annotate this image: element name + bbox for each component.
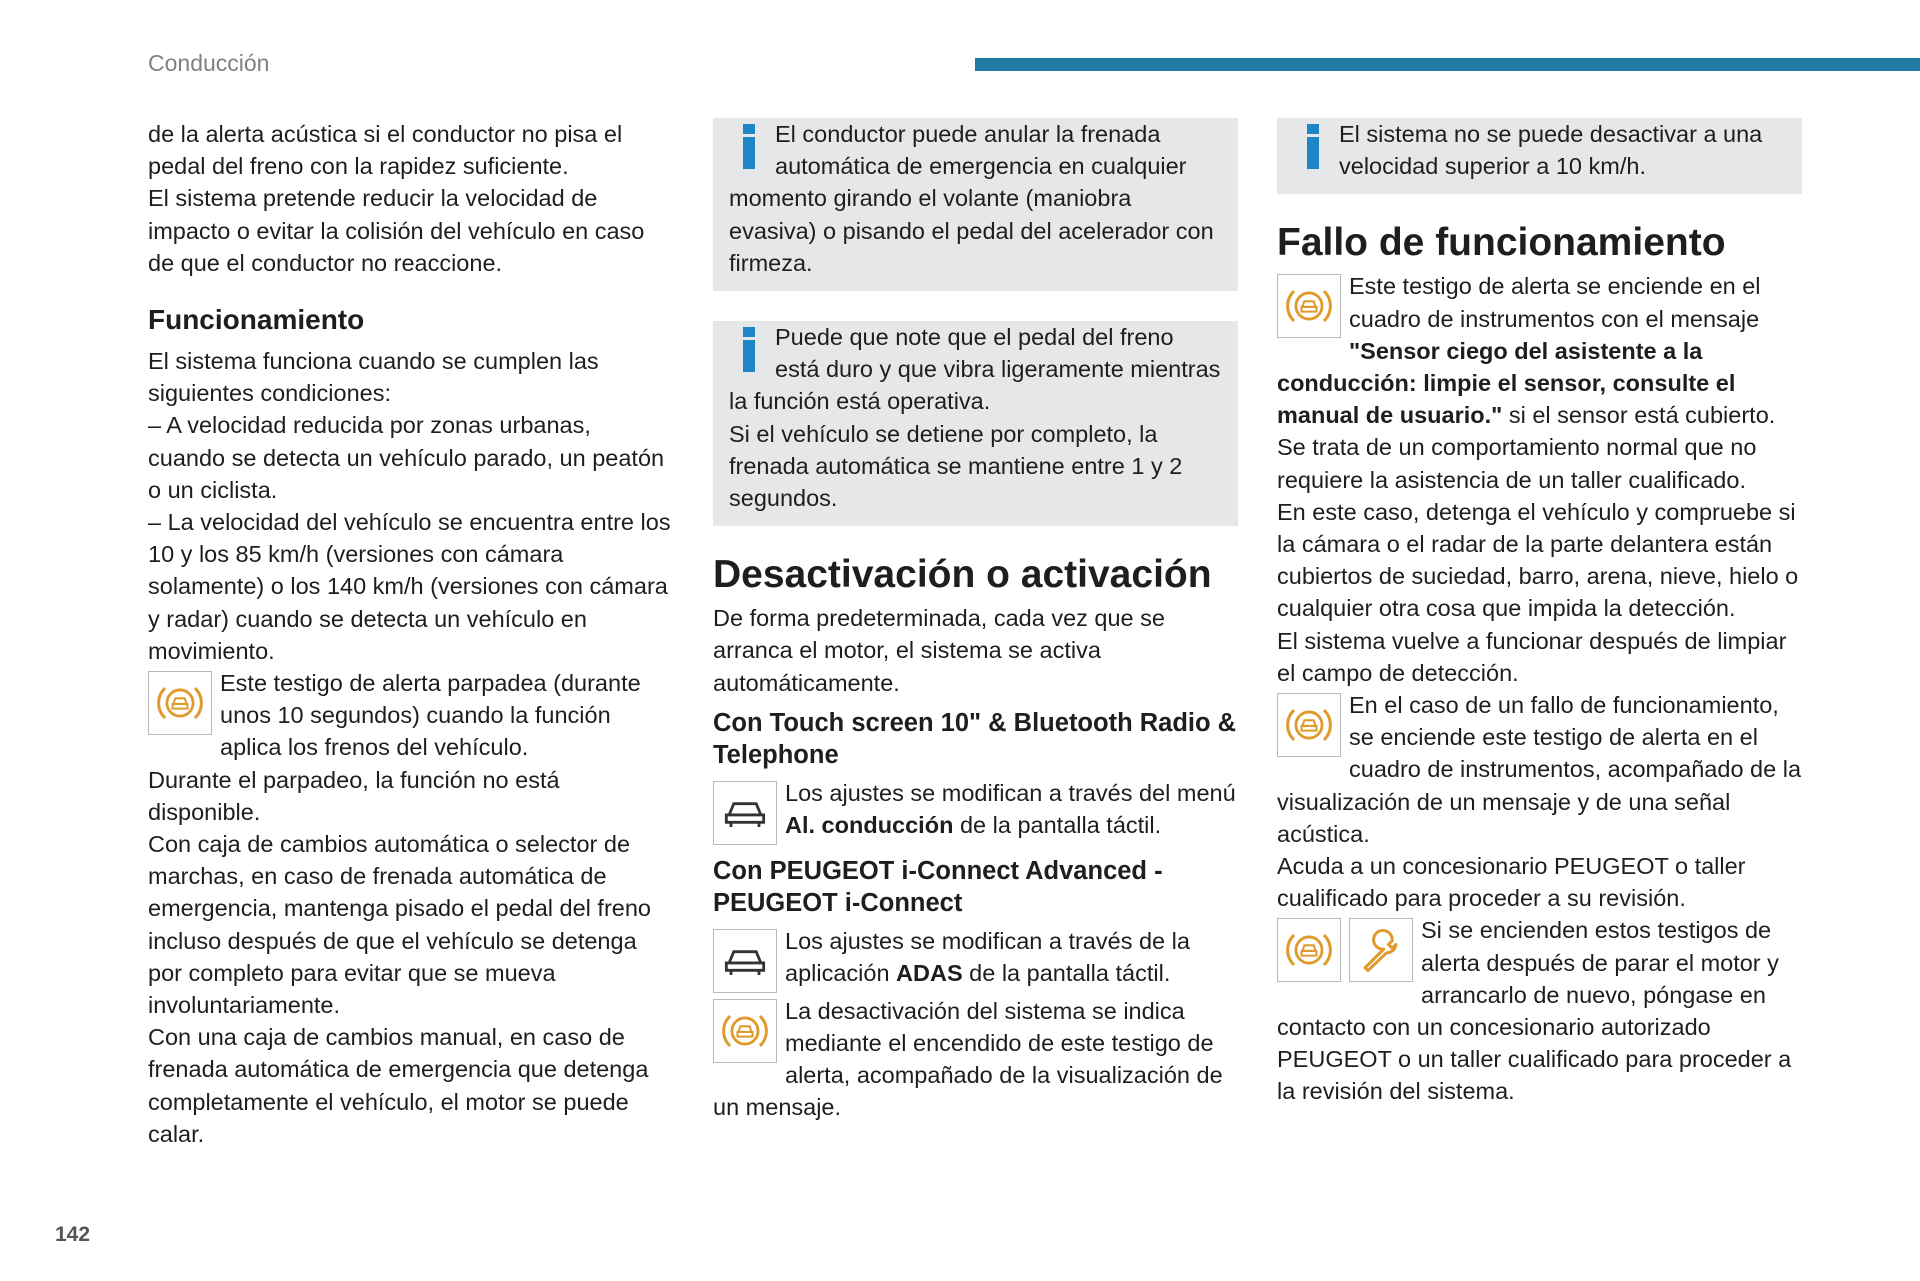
- dealer-text: Acuda a un concesionario PEUGEOT o taller cualificado para proceder a su revisión.: [1277, 853, 1746, 912]
- info-icon: [739, 124, 759, 168]
- active-safety-brake-warning-icon: [1277, 693, 1341, 757]
- active-safety-brake-warning-icon: [1277, 918, 1341, 982]
- column-1: [148, 118, 673, 1150]
- info-icon: [739, 327, 759, 371]
- active-safety-brake-warning-icon: [713, 999, 777, 1063]
- touch-text-post: de la pantalla táctil.: [953, 812, 1162, 839]
- info-note-text: Puede que note que el pedal del freno está duro y que vibra ligeramente mientras la función está operativa.: [729, 324, 1221, 415]
- default-text: De forma predeterminada, cada vez que se arranca el motor, el sistema se activa automáticamente.: [713, 605, 1165, 696]
- restart-text: Si se encienden estos testigos de alerta después de parar el motor y arrancarlo de nuevo, póngase en contacto con un concesionario autorizado PEUGEOT o un taller cualificado para proceder a la revisión del sistema.: [1277, 917, 1792, 1105]
- warning-lamp-item: [148, 667, 673, 764]
- intro-paragraph: de la alerta acústica si el conductor no pisa el pedal del freno con la rapidez suficiente.: [148, 121, 623, 180]
- info-note: [713, 321, 1238, 526]
- info-note: [1277, 118, 1802, 194]
- body-paragraph: Durante el parpadeo, la función no está disponible.: [148, 766, 560, 825]
- header-accent-bar: [975, 58, 1920, 71]
- lamp-text-post: si el sensor está cubierto.: [1502, 402, 1776, 429]
- info-note-text: El sistema no se puede desactivar a una velocidad superior a 10 km/h.: [1339, 121, 1763, 180]
- connect-text-post: de la pantalla táctil.: [962, 960, 1171, 987]
- settings-item: [713, 925, 1238, 995]
- page-number: 142: [55, 1223, 91, 1246]
- body-paragraph: Con una caja de cambios manual, en caso de frenada automática de emergencia que detenga completamente el vehículo, el motor se puede calar.: [148, 1024, 649, 1147]
- heading-touch-screen: Con Touch screen 10" & Bluetooth Radio & Telephone: [713, 708, 1237, 769]
- menu-name: Al. conducción: [785, 812, 954, 839]
- warning-lamp-text: Este testigo de alerta parpadea (durante unos 10 segundos) cuando la función aplica los frenos del vehículo.: [220, 670, 641, 761]
- deactivation-text: La desactivación del sistema se indica mediante el encendido de este testigo de alerta, acompañado de la visualización de un mensaje.: [713, 997, 1223, 1121]
- warning-lamp-item: [1277, 689, 1802, 850]
- lamp-text-pre: Este testigo de alerta se enciende en el cuadro de instrumentos con el mensaje: [1349, 273, 1761, 332]
- heading-desactivacion: Desactivación o activación: [713, 553, 1212, 597]
- info-icon: [1303, 124, 1323, 168]
- heading-fallo: Fallo de funcionamiento: [1277, 221, 1726, 265]
- lamp-message: "Sensor ciego del asistente a la conducción: limpie el sensor, consulte el manual de usuario.": [1277, 337, 1736, 429]
- body-paragraph: En este caso, detenga el vehículo y compruebe si la cámara o el radar de la parte delantera están cubiertos de suciedad, barro, arena, nieve, hielo o cualquier otra cosa que impida la detección.: [1277, 498, 1799, 622]
- warning-lamp-item: [1277, 914, 1802, 1107]
- app-name: ADAS: [896, 960, 963, 987]
- info-note-text: Si el vehículo se detiene por completo, la frenada automática se mantiene entre 1 y 2 segundos.: [729, 420, 1183, 512]
- active-safety-brake-warning-icon: [1277, 274, 1341, 338]
- info-note-text: El conductor puede anular la frenada automática de emergencia en cualquier momento girando el volante (maniobra evasiva) o pisando el pedal del acelerador con firmeza.: [729, 121, 1214, 276]
- car-settings-icon: [713, 929, 777, 993]
- column-2: [713, 118, 1238, 1124]
- section-label: Conducción: [148, 50, 270, 76]
- conditions-intro: El sistema funciona cuando se cumplen las siguientes condiciones:: [148, 348, 599, 407]
- fault-text: En el caso de un fallo de funcionamiento, se enciende este testigo de alerta en el cuadro de instrumentos, acompañado de la visualización de un mensaje y de una señal acústica.: [1277, 692, 1802, 847]
- body-paragraph: El sistema vuelve a funcionar después de limpiar el campo de detección.: [1277, 627, 1787, 686]
- condition-item: – La velocidad del vehículo se encuentra entre los 10 y los 85 km/h (versiones con cámara solamente) o los 140 km/h (versiones con cámara y radar) cuando se detecta un vehículo en movimiento.: [148, 509, 671, 664]
- column-3: [1277, 118, 1802, 1108]
- heading-i-connect: Con PEUGEOT i-Connect Advanced - PEUGEOT i-Connect: [713, 856, 1163, 917]
- info-note: [713, 118, 1238, 291]
- touch-text-pre: Los ajustes se modifican a través del menú: [785, 779, 1236, 806]
- active-safety-brake-warning-icon: [148, 671, 212, 735]
- warning-lamp-item: [713, 995, 1238, 1124]
- connect-text-pre: Los ajustes se modifican a través de la aplicación: [785, 927, 1190, 987]
- body-paragraph: Con caja de cambios automática o selector de marchas, en caso de frenada automática de emergencia, mantenga pisado el pedal del freno incluso después de que el vehículo se detenga por completo para evitar que se mueva involuntariamente.: [148, 831, 651, 1019]
- condition-item: – A velocidad reducida por zonas urbanas, cuando se detecta un vehículo parado, un peatón o un ciclista.: [148, 412, 665, 503]
- car-settings-icon: [713, 781, 777, 845]
- service-wrench-icon: [1349, 918, 1413, 982]
- body-paragraph: Se trata de un comportamiento normal que no requiere la asistencia de un taller cualificado.: [1277, 434, 1757, 493]
- settings-item: [713, 777, 1238, 847]
- intro-paragraph: El sistema pretende reducir la velocidad de impacto o evitar la colisión del vehículo en caso de que el conductor no reaccione.: [148, 185, 645, 276]
- heading-funcionamiento: Funcionamiento: [148, 304, 365, 336]
- warning-lamp-item: [1277, 270, 1802, 431]
